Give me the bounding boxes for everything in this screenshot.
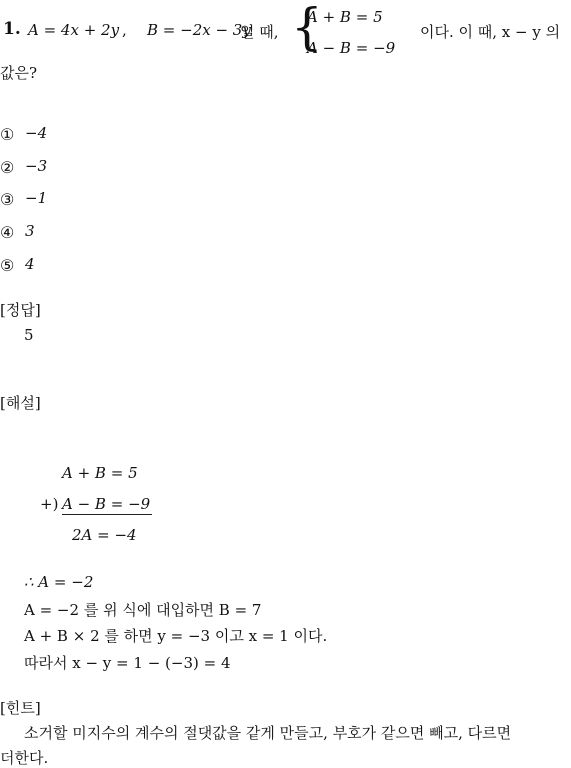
choice-1-mark[interactable]: ① (0, 125, 15, 144)
solution-label: [해설] (0, 394, 41, 412)
question-number: 1. (3, 19, 21, 39)
system-brace-icon: { (291, 0, 323, 56)
choice-4-mark[interactable]: ④ (0, 223, 15, 242)
choice-1-value[interactable]: −4 (25, 124, 48, 142)
solution-step-2: A = −2 를 위 식에 대입하면 B = 7 (24, 601, 262, 619)
hint-line-1: 소거할 미지수의 계수의 절댓값을 같게 만들고, 부호가 같으면 빼고, 다르면 (24, 724, 512, 742)
separator: , (122, 21, 127, 39)
calc-line-2: A − B = −9 (62, 495, 151, 513)
definition-suffix: 일 때, (240, 23, 279, 41)
question-text-line1: 이다. 이 때, x − y 의 (420, 23, 561, 41)
solution-step-3: A + B × 2 를 하면 y = −3 이고 x = 1 이다. (24, 627, 328, 645)
solution-step-1: ∴ A = −2 (24, 573, 94, 591)
choice-5-value[interactable]: 4 (25, 255, 35, 273)
choice-2-value[interactable]: −3 (25, 157, 48, 175)
question-text-line2: 값은? (0, 64, 38, 82)
choice-4-value[interactable]: 3 (25, 222, 35, 240)
choice-2-mark[interactable]: ② (0, 158, 15, 177)
choice-5-mark[interactable]: ⑤ (0, 256, 15, 275)
calc-line-1: A + B = 5 (62, 464, 138, 482)
definition-a: A = 4x + 2y (28, 21, 120, 39)
hint-line-2: 더한다. (0, 749, 49, 767)
system-equation-top: A + B = 5 (307, 8, 383, 26)
definition-b: B = −2x − 3y (147, 21, 251, 39)
calc-result: 2A = −4 (72, 526, 137, 544)
hint-label: [힌트] (0, 699, 41, 717)
choice-3-value[interactable]: −1 (25, 189, 48, 207)
answer-value: 5 (24, 326, 34, 344)
choice-3-mark[interactable]: ③ (0, 190, 15, 209)
solution-step-4: 따라서 x − y = 1 − (−3) = 4 (24, 654, 231, 672)
calc-operator: +) (40, 495, 59, 513)
system-equation-bottom: A − B = −9 (307, 39, 396, 57)
answer-label: [정답] (0, 301, 41, 319)
